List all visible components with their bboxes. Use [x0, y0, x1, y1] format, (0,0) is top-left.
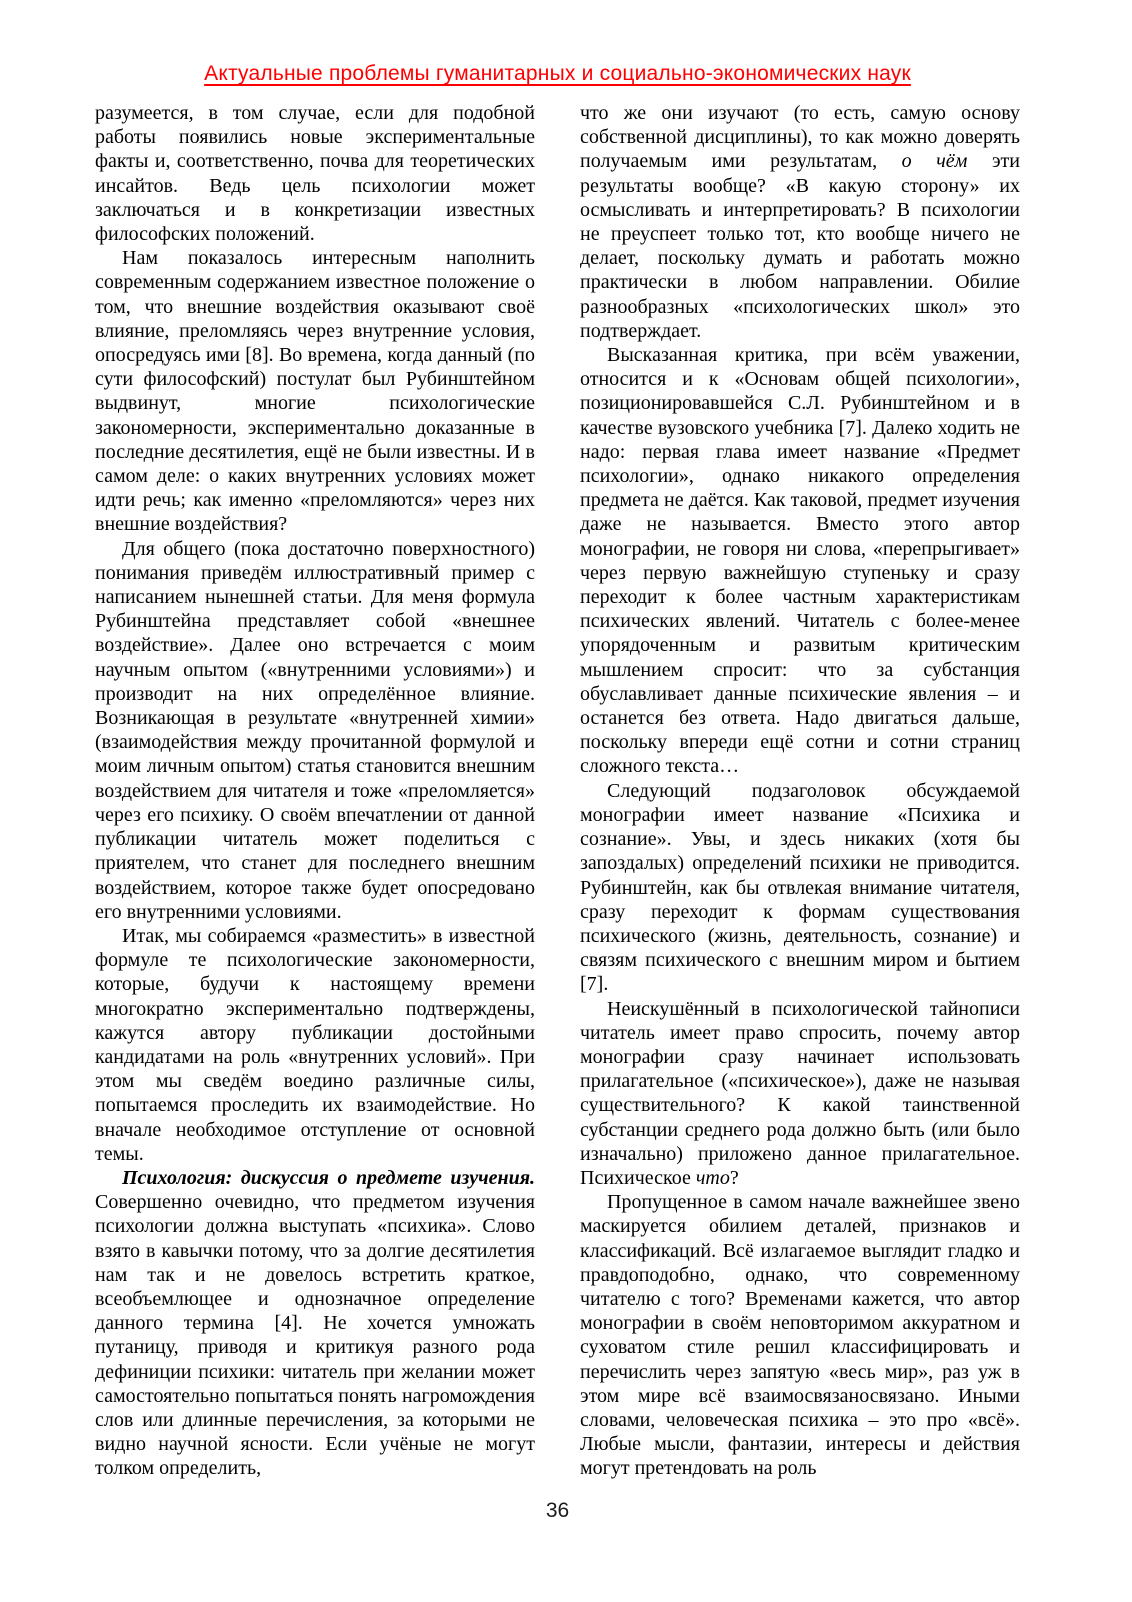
text-run: Высказанная критика, при всём уважении, относится и к «Основам общей психологии», позиционировавшейся С.Л. Рубинштейном и в качестве вузовского учебника [7]. Далеко ходить не надо: первая глава имеет название «Предмет психологии», однако никакого определения предмета не даётся. Как таковой, предмет изучения даже не называется. Вместо этого автор монографии, не говоря ни слова, «перепрыгивает» через первую важнейшую ступеньку и сразу переходит к более частным характеристикам психических явлений. Читатель с более-менее упорядоченным и развитым критическим мышлением спросит: что за субстанция обуславливает данные психические явления – и останется без ответа. Надо двигаться дальше, поскольку впереди ещё сотни и сотни страниц сложного текста… [580, 344, 1020, 778]
text-run: эти результаты вообще? «В какую сторону» их осмысливать и интерпретировать? В психологии не преуспеет только тот, кто вообще ничего не делает, поскольку думать и работать можно практически в любом направлении. Обилие разнообразных «психологических школ» это подтверждает. [580, 150, 1020, 342]
text-run: ? [729, 1166, 739, 1189]
text-run: о чём [901, 150, 968, 173]
right-column [580, 101, 1020, 1493]
text-run: Нам показалось интересным наполнить современным содержанием известное положение о том, что внешние воздействия оказывают своё влияние, преломляясь через внутренние условия, опосредуясь ими [8]. Во времена, когда данный (по сути философский) постулат был Рубинштейном выдвинут, многие психологические закономерности, экспериментально доказанные в последние десятилетия, ещё не были известны. И в самом деле: о каких внутренних условиях может идти речь; как именно «преломляются» через них внешние воздействия? [95, 247, 535, 536]
paragraph [95, 1166, 535, 1481]
paragraph [95, 537, 535, 924]
paragraph [580, 1190, 1020, 1480]
text-run: разумеется, в том случае, если для подобной работы появились новые экспериментальные факты и, соответственно, почва для теоретических инсайтов. Ведь цель психологии может заключаться и в конкретизации известных философских положений. [95, 102, 535, 246]
paragraph [580, 101, 1020, 343]
text-run: Для общего (пока достаточно поверхностного) понимания приведём иллюстративный пример с написанием нынешней статьи. Для меня формула Рубинштейна представляет собой «внешнее воздействие». Далее оно встречается с моим научным опытом («внутренними условиями») и производит на них определённое влияние. Возникающая в результате «внутренней химии» (взаимодействия между прочитанной формулой и моим личным опытом) статья становится внешним воздействием для читателя и тоже «преломляется» через его психику. О своём впечатлении от данной публикации читатель может поделиться с приятелем, что станет для последнего внешним воздействием, которое также будет опосредовано его внутренними условиями. [95, 537, 535, 923]
text-columns [95, 101, 1020, 1493]
paragraph [580, 343, 1020, 779]
text-run: Итак, мы собираемся «разместить» в известной формуле те психологические закономерности, которые, будучи к настоящему времени многократно экспериментально подтверждены, кажутся автору публикации достойными кандидатами на роль «внутренних условий». При этом мы сведём воедино различные силы, попытаемся проследить их взаимодействие. Но вначале необходимое отступление от основной темы. [95, 924, 535, 1165]
text-run: что [695, 1166, 730, 1189]
paragraph [95, 924, 535, 1166]
text-run: Неискушённый в психологической тайнописи читатель имеет право спросить, почему автор монографии сразу начинает использовать прилагательное («психическое»), даже не называя существительного? К какой таинственной субстанции среднего рода должно быть (или было изначально) приложено данное прилагательное. Психическое [580, 997, 1020, 1189]
journal-header-title: Актуальные проблемы гуманитарных и социально-экономических наук [204, 62, 911, 85]
paragraph [95, 246, 535, 536]
text-run: Пропущенное в самом начале важнейшее звено маскируется обилием деталей, признаков и классификаций. Всё излагаемое выглядит гладко и правдоподобно, однако, что современному читателю с того? Временами кажется, что автор монографии в своём неповторимом аккуратном и суховатом стиле решил классифицировать и перечислить через запятую «весь мир», раз уж в этом мире всё взаимосвязаносвязано. Иными словами, человеческая психика – это про «всё». Любые мысли, фантазии, интересы и действия могут претендовать на роль [580, 1191, 1020, 1480]
text-run: что же они изучают (то есть, самую основу собственной дисциплины), то как можно доверять получаемым ими результатам, [580, 102, 1020, 173]
section-heading: Психология: дискуссия о предмете изучения. [122, 1166, 535, 1189]
text-run: Следующий подзаголовок обсуждаемой монографии имеет название «Психика и сознание». Увы, и здесь никаких (хотя бы запоздалых) определений психики не приводится. Рубинштейн, как бы отвлекая внимание читателя, сразу переходит к формам существования психического (жизнь, деятельность, сознание) и связям психического с внешним миром и бытием [7]. [580, 779, 1020, 996]
paragraph [580, 779, 1020, 997]
left-column [95, 101, 535, 1493]
paragraph [580, 997, 1020, 1191]
journal-header [95, 62, 1020, 86]
text-run: Совершенно очевидно, что предметом изучения психологии должна выступать «психика». Слово взято в кавычки потому, что за долгие десятилетия нам так и не довелось встретить краткое, всеобъемлющее и однозначное определение данного термина [4]. Не хочется умножать путаницу, приводя и критикуя разного рода дефиниции психики: читатель при желании может самостоятельно попытаться понять нагромождения слов или длинные перечисления, за которыми не видно научной ясности. Если учёные не могут толком определить, [95, 1191, 535, 1480]
page-number: 36 [545, 1499, 570, 1522]
page-footer [95, 1499, 1020, 1523]
paragraph [95, 101, 535, 246]
